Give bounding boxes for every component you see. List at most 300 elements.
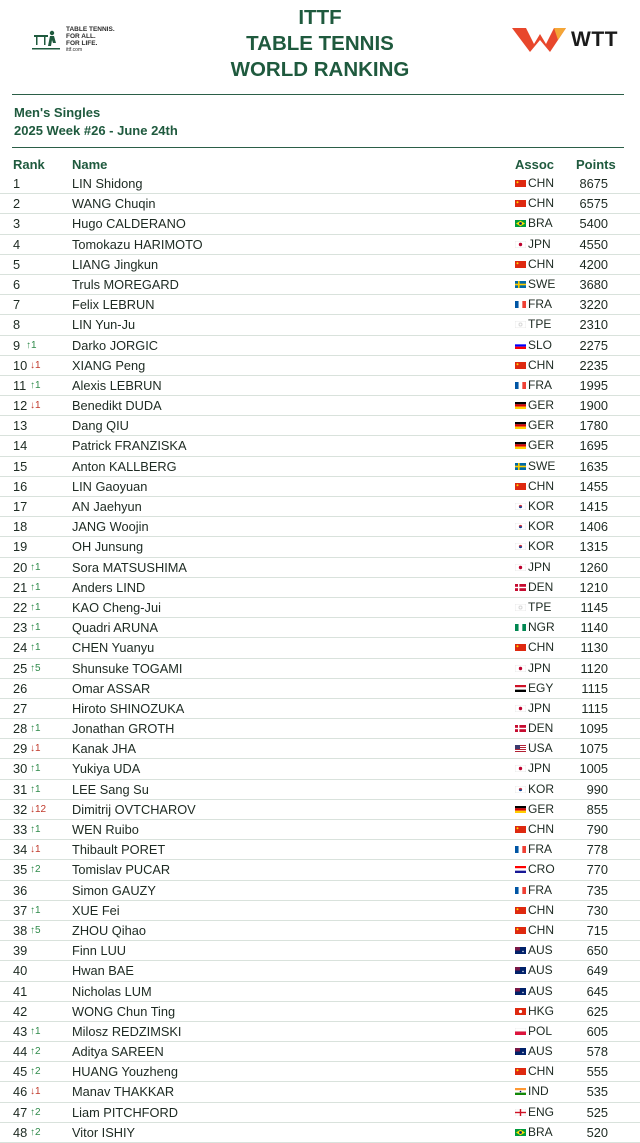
table-row [0, 719, 640, 739]
flag-chn-icon [515, 907, 526, 914]
flag-slo-icon [515, 342, 526, 349]
rank-change: ↑1 [30, 1025, 41, 1037]
player-name: Yukiya UDA [72, 761, 141, 777]
points-cell: 1145 [580, 599, 608, 615]
category-label: Men's Singles [14, 105, 101, 120]
table-row [0, 1042, 640, 1062]
table-row [0, 901, 640, 921]
rank-cell: 30 [13, 761, 28, 777]
player-name: JANG Woojin [72, 519, 149, 535]
wtt-logo [512, 26, 618, 54]
player-name: WEN Ruibo [72, 822, 139, 837]
table-row [0, 618, 640, 638]
points-cell: 1695 [579, 438, 608, 454]
rank-change: ↑1 [30, 642, 41, 654]
assoc-cell: BRA [528, 216, 553, 231]
points-cell: 1005 [579, 761, 608, 777]
assoc-cell: CHN [528, 176, 554, 190]
rank-cell: 5 [13, 256, 21, 272]
rank-change: ↑1 [30, 763, 41, 775]
rank-cell: 34 [13, 842, 28, 858]
table-row [0, 780, 640, 800]
rank-cell: 20 [13, 559, 28, 575]
divider-top [12, 94, 624, 95]
points-cell: 5400 [579, 216, 608, 232]
flag-ngr-icon [515, 624, 526, 631]
rank-cell: 22 [13, 599, 28, 615]
rank-cell: 12 [13, 398, 28, 414]
flag-fra-icon [515, 382, 526, 389]
assoc-cell: TPE [528, 599, 552, 614]
assoc-cell: KOR [528, 781, 555, 796]
flag-fra-icon [515, 846, 526, 853]
table-row [0, 356, 640, 376]
rank-change: ↑2 [30, 864, 41, 876]
flag-chn-icon [515, 927, 526, 934]
rank-change: ↑1 [30, 601, 41, 613]
assoc-cell: BRA [528, 1124, 553, 1139]
rank-cell: 43 [13, 1023, 28, 1039]
points-cell: 1995 [579, 377, 608, 393]
flag-ger-icon [515, 442, 526, 449]
points-cell: 730 [586, 902, 608, 918]
points-cell: 1635 [579, 458, 608, 474]
flag-kor-icon [515, 503, 526, 510]
points-cell: 555 [586, 1064, 608, 1080]
rank-cell: 8 [13, 317, 21, 333]
assoc-cell: DEN [528, 579, 554, 594]
player-name: Kanak JHA [72, 741, 137, 757]
points-cell: 990 [586, 781, 608, 797]
assoc-cell: FRA [528, 882, 552, 897]
player-name: Shunsuke TOGAMI [72, 660, 183, 676]
assoc-cell: SWE [528, 458, 556, 473]
points-cell: 1406 [579, 519, 608, 535]
rank-cell: 46 [13, 1084, 28, 1100]
flag-tpe-icon [515, 604, 526, 611]
rank-cell: 18 [13, 519, 28, 535]
assoc-cell: NGR [528, 620, 555, 635]
assoc-cell: AUS [528, 943, 553, 958]
table-row [0, 174, 640, 194]
title-line-1: ITTF [298, 6, 342, 29]
table-row [0, 759, 640, 779]
player-name: Truls MOREGARD [72, 276, 179, 292]
rank-cell: 36 [13, 882, 28, 898]
flag-aus-icon [515, 947, 526, 954]
points-cell: 770 [586, 862, 608, 878]
rank-cell: 2 [13, 196, 21, 212]
player-name: Tomokazu HARIMOTO [72, 236, 203, 252]
rank-change: ↓1 [30, 1086, 41, 1098]
player-name: Patrick FRANZISKA [72, 438, 187, 454]
rank-change: ↓1 [30, 743, 41, 755]
points-cell: 645 [586, 983, 608, 999]
rank-change: ↓1 [30, 400, 41, 412]
assoc-cell: DEN [528, 721, 554, 736]
assoc-cell: JPN [528, 660, 551, 675]
table-row [0, 497, 640, 517]
points-cell: 1120 [580, 660, 608, 676]
flag-bra-icon [515, 1129, 526, 1136]
assoc-cell: GER [528, 398, 555, 413]
assoc-cell: FRA [528, 377, 552, 392]
wtt-label: WTT [571, 28, 618, 51]
rank-change: ↓1 [30, 359, 41, 371]
rank-cell: 42 [13, 1003, 28, 1019]
points-cell: 1115 [581, 680, 608, 696]
rank-cell: 48 [13, 1124, 28, 1140]
flag-aus-icon [515, 1048, 526, 1055]
player-name: XIANG Peng [72, 357, 146, 373]
points-cell: 2235 [579, 357, 608, 373]
column-header [0, 157, 640, 174]
week-label: 2025 Week #26 - June 24th [14, 123, 178, 138]
player-name: Felix LEBRUN [72, 297, 155, 313]
points-cell: 1140 [580, 620, 608, 636]
table-row [0, 376, 640, 396]
rank-change: ↑1 [30, 904, 41, 916]
points-cell: 535 [586, 1084, 608, 1100]
flag-bra-icon [515, 220, 526, 227]
table-row [0, 679, 640, 699]
table-row [0, 537, 640, 557]
table-row [0, 1062, 640, 1082]
rank-change: ↑1 [30, 561, 41, 573]
logo-line-3: FOR LIFE. [66, 40, 98, 47]
points-cell: 1315 [579, 539, 608, 555]
flag-jpn-icon [515, 241, 526, 248]
points-cell: 1210 [579, 579, 608, 595]
title-line-2: TABLE TENNIS [246, 32, 394, 55]
flag-chn-icon [515, 1068, 526, 1075]
points-cell: 1260 [579, 559, 608, 575]
rank-cell: 44 [13, 1044, 28, 1060]
assoc-cell: AUS [528, 1044, 553, 1059]
table-row [0, 860, 640, 880]
player-name: CHEN Yuanyu [72, 640, 155, 656]
rank-change: ↑1 [30, 379, 41, 391]
rank-cell: 27 [13, 700, 28, 716]
player-name: AN Jaehyun [72, 499, 142, 514]
table-row [0, 416, 640, 436]
assoc-cell: JPN [528, 761, 551, 776]
assoc-cell: AUS [528, 963, 553, 978]
flag-kor-icon [515, 523, 526, 530]
flag-jpn-icon [515, 665, 526, 672]
table-row [0, 1002, 640, 1022]
table-row [0, 436, 640, 456]
flag-usa-icon [515, 745, 526, 752]
player-name: XUE Fei [72, 902, 120, 918]
rank-change: ↑1 [30, 723, 41, 735]
flag-jpn-icon [515, 765, 526, 772]
points-cell: 649 [586, 963, 608, 979]
points-cell: 1095 [579, 721, 608, 737]
table-row [0, 699, 640, 719]
rank-cell: 37 [13, 902, 28, 918]
flag-aus-icon [515, 988, 526, 995]
rank-cell: 47 [13, 1104, 28, 1120]
table-row [0, 921, 640, 941]
player-name: ZHOU Qihao [72, 922, 146, 938]
player-name: Benedikt DUDA [72, 398, 162, 414]
assoc-cell: GER [528, 418, 555, 433]
assoc-cell: AUS [528, 983, 553, 998]
flag-den-icon [515, 725, 526, 732]
flag-kor-icon [515, 543, 526, 550]
table-row [0, 1123, 640, 1143]
player-name: LEE Sang Su [72, 781, 149, 797]
flag-chn-icon [515, 200, 526, 207]
player-name: Omar ASSAR [72, 680, 151, 696]
points-cell: 735 [586, 882, 608, 898]
col-points: Points [576, 157, 616, 172]
points-cell: 1115 [581, 700, 608, 716]
flag-ger-icon [515, 806, 526, 813]
rank-cell: 32 [13, 801, 28, 817]
points-cell: 3220 [579, 297, 608, 313]
table-row [0, 961, 640, 981]
rank-change: ↑1 [30, 581, 41, 593]
rank-cell: 15 [13, 458, 28, 474]
table-row [0, 275, 640, 295]
rank-cell: 14 [13, 438, 28, 454]
rank-cell: 19 [13, 539, 28, 555]
assoc-cell: GER [528, 801, 555, 816]
table-row [0, 800, 640, 820]
rank-cell: 26 [13, 680, 28, 696]
assoc-cell: POL [528, 1023, 553, 1038]
player-name: Dimitrij OVTCHAROV [72, 801, 196, 817]
points-cell: 1130 [580, 640, 608, 656]
assoc-cell: CRO [528, 862, 555, 877]
table-row [0, 941, 640, 961]
rank-cell: 28 [13, 721, 28, 737]
player-name: Milosz REDZIMSKI [72, 1023, 182, 1039]
player-name: Alexis LEBRUN [72, 377, 162, 393]
rank-change: ↑2 [30, 1126, 41, 1138]
player-name: Simon GAUZY [72, 882, 156, 898]
points-cell: 6575 [579, 196, 608, 212]
player-name: Jonathan GROTH [72, 721, 175, 737]
flag-ger-icon [515, 422, 526, 429]
player-name: OH Junsung [72, 539, 144, 555]
flag-tpe-icon [515, 321, 526, 328]
rank-change: ↑5 [30, 924, 41, 936]
flag-chn-icon [515, 483, 526, 490]
player-name: Hwan BAE [72, 963, 134, 979]
player-name: KAO Cheng-Jui [72, 599, 161, 615]
rank-cell: 3 [13, 216, 21, 232]
flag-den-icon [515, 584, 526, 591]
rank-cell: 9 [13, 337, 21, 353]
assoc-cell: IND [528, 1084, 549, 1099]
points-cell: 855 [586, 801, 608, 817]
table-row [0, 457, 640, 477]
table-row [0, 214, 640, 234]
assoc-cell: FRA [528, 842, 552, 857]
table-row [0, 396, 640, 416]
table-row [0, 1103, 640, 1123]
rank-change: ↑1 [30, 824, 41, 835]
player-name: LIANG Jingkun [72, 256, 159, 272]
rank-cell: 31 [13, 781, 28, 797]
assoc-cell: CHN [528, 196, 554, 211]
assoc-cell: JPN [528, 700, 551, 715]
rank-cell: 40 [13, 963, 28, 979]
rank-change: ↑1 [30, 783, 41, 795]
flag-cro-icon [515, 866, 526, 873]
rank-change: ↓12 [30, 803, 47, 815]
player-name: Nicholas LUM [72, 983, 152, 999]
rank-change: ↑5 [30, 662, 41, 674]
table-row [0, 881, 640, 901]
points-cell: 2310 [579, 317, 608, 333]
points-cell: 1455 [579, 478, 608, 494]
col-rank: Rank [13, 157, 45, 172]
wtt-mark-icon [512, 26, 566, 54]
rank-cell: 4 [13, 236, 21, 252]
assoc-cell: KOR [528, 539, 555, 554]
points-cell: 1415 [579, 499, 608, 514]
table-row [0, 194, 640, 214]
table-row [0, 739, 640, 759]
rank-change: ↑1 [26, 339, 37, 351]
rank-change: ↑2 [30, 1046, 41, 1058]
player-name: Hiroto SHINOZUKA [72, 700, 185, 716]
assoc-cell: CHN [528, 822, 554, 836]
player-name: LIN Yun-Ju [72, 317, 136, 333]
assoc-cell: HKG [528, 1003, 555, 1018]
points-cell: 3680 [579, 276, 608, 292]
table-row [0, 820, 640, 840]
col-assoc: Assoc [515, 157, 555, 172]
table-row [0, 295, 640, 315]
table-row [0, 1022, 640, 1042]
table-row [0, 1082, 640, 1102]
points-cell: 1780 [579, 418, 608, 434]
assoc-cell: USA [528, 741, 553, 756]
rank-cell: 35 [13, 862, 28, 878]
assoc-cell: KOR [528, 499, 555, 513]
rank-cell: 38 [13, 922, 28, 938]
player-name: Sora MATSUSHIMA [72, 559, 187, 575]
player-name: Dang QIU [72, 418, 129, 434]
ranking-table [0, 174, 640, 1143]
flag-aus-icon [515, 967, 526, 974]
flag-chn-icon [515, 261, 526, 268]
assoc-cell: GER [528, 438, 555, 453]
assoc-cell: ENG [528, 1104, 555, 1119]
player-name: WANG Chuqin [72, 196, 156, 212]
flag-jpn-icon [515, 705, 526, 712]
logo-url: ittf.com [66, 47, 83, 53]
table-row [0, 982, 640, 1002]
rank-cell: 24 [13, 640, 28, 656]
player-name: Anders LIND [72, 579, 146, 595]
points-cell: 2275 [579, 337, 608, 353]
rank-cell: 16 [13, 478, 28, 494]
rank-cell: 33 [13, 822, 28, 837]
rank-change: ↑2 [30, 1106, 41, 1118]
assoc-cell: FRA [528, 297, 552, 312]
assoc-cell: CHN [528, 256, 554, 271]
player-name: Liam PITCHFORD [72, 1104, 178, 1120]
divider-bottom [12, 147, 624, 148]
rank-cell: 7 [13, 297, 21, 313]
flag-chn-icon [515, 644, 526, 651]
table-row [0, 477, 640, 497]
player-name: LIN Gaoyuan [72, 478, 148, 494]
table-row [0, 315, 640, 335]
player-name: Tomislav PUCAR [72, 862, 171, 878]
table-row [0, 336, 640, 356]
flag-chn-icon [515, 826, 526, 833]
rank-cell: 21 [13, 579, 28, 595]
player-name: Finn LUU [72, 943, 127, 959]
col-name: Name [72, 157, 108, 172]
rank-cell: 13 [13, 418, 28, 434]
flag-chn-icon [515, 180, 526, 187]
flag-ger-icon [515, 402, 526, 409]
points-cell: 4200 [579, 256, 608, 272]
assoc-cell: KOR [528, 519, 555, 534]
flag-swe-icon [515, 463, 526, 470]
player-name: Thibault PORET [72, 842, 166, 858]
points-cell: 4550 [579, 236, 608, 252]
assoc-cell: CHN [528, 922, 554, 937]
points-cell: 625 [586, 1003, 608, 1019]
rank-cell: 1 [13, 176, 21, 191]
flag-kor-icon [515, 786, 526, 793]
player-name: Vitor ISHIY [72, 1124, 136, 1140]
points-cell: 1900 [579, 398, 608, 414]
assoc-cell: TPE [528, 317, 552, 332]
points-cell: 778 [586, 842, 608, 858]
rank-cell: 45 [13, 1064, 28, 1080]
points-cell: 520 [586, 1124, 608, 1140]
player-name: LIN Shidong [72, 176, 143, 191]
rank-cell: 10 [13, 357, 28, 373]
player-name: Manav THAKKAR [72, 1084, 175, 1100]
flag-hkg-icon [515, 1008, 526, 1015]
assoc-cell: CHN [528, 902, 554, 917]
rank-cell: 17 [13, 499, 28, 514]
rank-cell: 39 [13, 943, 28, 959]
rank-cell: 6 [13, 276, 21, 292]
rank-cell: 25 [13, 660, 28, 676]
logo-line-2: FOR ALL. [66, 33, 96, 40]
player-name: Anton KALLBERG [72, 458, 177, 474]
rank-cell: 11 [13, 377, 27, 393]
assoc-cell: JPN [528, 236, 551, 251]
table-row [0, 598, 640, 618]
flag-fra-icon [515, 887, 526, 894]
flag-ind-icon [515, 1088, 526, 1095]
points-cell: 8675 [579, 176, 608, 191]
rank-cell: 23 [13, 620, 28, 636]
table-row [0, 558, 640, 578]
table-row [0, 517, 640, 537]
flag-swe-icon [515, 281, 526, 288]
assoc-cell: SWE [528, 276, 556, 291]
player-name: Darko JORGIC [72, 337, 159, 353]
rank-cell: 41 [13, 983, 28, 999]
points-cell: 790 [586, 822, 608, 837]
player-name: Aditya SAREEN [72, 1044, 164, 1060]
flag-chn-icon [515, 362, 526, 369]
